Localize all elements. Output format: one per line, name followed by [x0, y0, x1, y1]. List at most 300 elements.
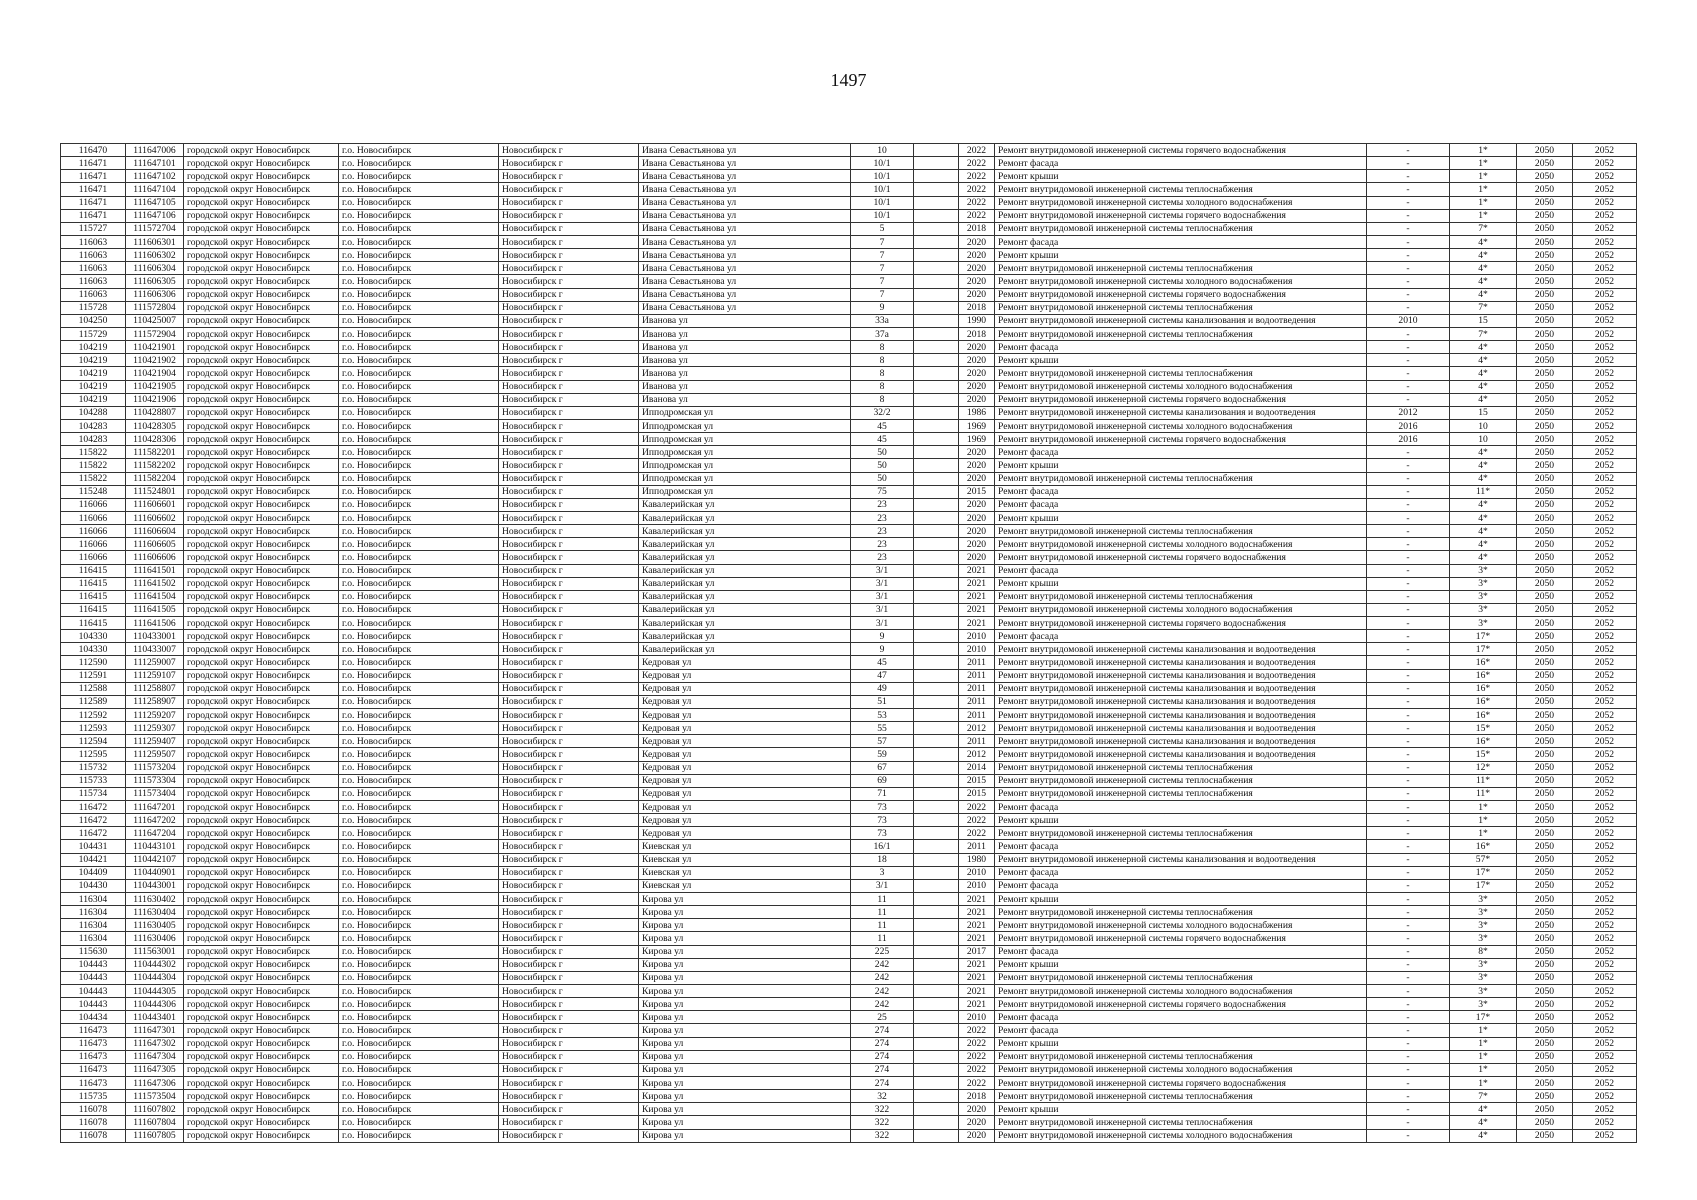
building-cell: [914, 170, 959, 183]
locality-cell: Новосибирск г: [499, 157, 639, 170]
year-built-cell: 2020: [959, 551, 995, 564]
street-cell: Ивана Севастьянова ул: [639, 222, 851, 235]
settlement-cell: г.о. Новосибирск: [339, 814, 499, 827]
house-id-cell: 104443: [61, 985, 126, 998]
last-repair-year-cell: -: [1367, 183, 1450, 196]
locality-cell: Новосибирск г: [499, 354, 639, 367]
work-id-cell: 111572704: [126, 222, 184, 235]
table-row: [61, 590, 1637, 603]
plan-start-cell: 2050: [1517, 393, 1573, 406]
plan-end-cell: 2052: [1573, 590, 1637, 603]
building-cell: [914, 235, 959, 248]
house-number-cell: 322: [851, 1129, 914, 1142]
work-id-cell: 111582202: [126, 459, 184, 472]
year-built-cell: 2012: [959, 748, 995, 761]
work-id-cell: 111606304: [126, 262, 184, 275]
house-id-cell: 104288: [61, 406, 126, 419]
table-row: [61, 380, 1637, 393]
plan-end-cell: 2052: [1573, 235, 1637, 248]
house-id-cell: 104330: [61, 643, 126, 656]
table-row: [61, 1076, 1637, 1089]
settlement-cell: г.о. Новосибирск: [339, 827, 499, 840]
work-type-cell: Ремонт крыши: [995, 958, 1367, 971]
work-id-cell: 110443101: [126, 840, 184, 853]
house-number-cell: 50: [851, 446, 914, 459]
street-cell: Кавалерийская ул: [639, 590, 851, 603]
plan-start-cell: 2050: [1517, 643, 1573, 656]
last-repair-year-cell: -: [1367, 459, 1450, 472]
locality-cell: Новосибирск г: [499, 695, 639, 708]
work-id-cell: 111259107: [126, 669, 184, 682]
street-cell: Ивана Севастьянова ул: [639, 157, 851, 170]
work-id-cell: 110444302: [126, 958, 184, 971]
settlement-cell: г.о. Новосибирск: [339, 301, 499, 314]
year-built-cell: 2020: [959, 472, 995, 485]
plan-start-cell: 2050: [1517, 1090, 1573, 1103]
work-id-cell: 111630402: [126, 893, 184, 906]
settlement-cell: г.о. Новосибирск: [339, 919, 499, 932]
house-id-cell: 115735: [61, 1090, 126, 1103]
house-id-cell: 116063: [61, 235, 126, 248]
last-repair-year-cell: -: [1367, 538, 1450, 551]
house-number-cell: 7: [851, 262, 914, 275]
last-repair-year-cell: -: [1367, 801, 1450, 814]
street-cell: Кирова ул: [639, 906, 851, 919]
building-cell: [914, 643, 959, 656]
house-number-cell: 3/1: [851, 603, 914, 616]
last-repair-year-cell: -: [1367, 551, 1450, 564]
municipality-cell: городской округ Новосибирск: [184, 985, 339, 998]
last-repair-year-cell: -: [1367, 498, 1450, 511]
year-built-cell: 2020: [959, 341, 995, 354]
building-cell: [914, 945, 959, 958]
settlement-cell: г.о. Новосибирск: [339, 1037, 499, 1050]
plan-start-cell: 2050: [1517, 761, 1573, 774]
street-cell: Ивана Севастьянова ул: [639, 262, 851, 275]
years-since-cell: 4*: [1450, 472, 1517, 485]
locality-cell: Новосибирск г: [499, 1063, 639, 1076]
street-cell: Кирова ул: [639, 985, 851, 998]
year-built-cell: 2020: [959, 235, 995, 248]
building-cell: [914, 446, 959, 459]
work-type-cell: Ремонт фасада: [995, 157, 1367, 170]
work-id-cell: 111573504: [126, 1090, 184, 1103]
table-row: [61, 419, 1637, 432]
years-since-cell: 10: [1450, 433, 1517, 446]
house-id-cell: 116304: [61, 893, 126, 906]
work-type-cell: Ремонт внутридомовой инженерной системы теплоснабжения: [995, 472, 1367, 485]
last-repair-year-cell: -: [1367, 1011, 1450, 1024]
house-id-cell: 104283: [61, 419, 126, 432]
plan-end-cell: 2052: [1573, 761, 1637, 774]
year-built-cell: 2021: [959, 590, 995, 603]
table-row: [61, 222, 1637, 235]
house-id-cell: 104443: [61, 971, 126, 984]
year-built-cell: 2021: [959, 564, 995, 577]
table-row: [61, 735, 1637, 748]
plan-start-cell: 2050: [1517, 525, 1573, 538]
settlement-cell: г.о. Новосибирск: [339, 682, 499, 695]
building-cell: [914, 958, 959, 971]
work-type-cell: Ремонт внутридомовой инженерной системы холодного водоснабжения: [995, 1063, 1367, 1076]
work-type-cell: Ремонт крыши: [995, 893, 1367, 906]
years-since-cell: 1*: [1450, 1063, 1517, 1076]
house-id-cell: 116066: [61, 538, 126, 551]
year-built-cell: 2022: [959, 196, 995, 209]
building-cell: [914, 577, 959, 590]
house-number-cell: 322: [851, 1116, 914, 1129]
locality-cell: Новосибирск г: [499, 998, 639, 1011]
settlement-cell: г.о. Новосибирск: [339, 262, 499, 275]
plan-end-cell: 2052: [1573, 301, 1637, 314]
work-id-cell: 110428305: [126, 419, 184, 432]
street-cell: Кедровая ул: [639, 761, 851, 774]
years-since-cell: 17*: [1450, 630, 1517, 643]
years-since-cell: 4*: [1450, 354, 1517, 367]
work-type-cell: Ремонт внутридомовой инженерной системы холодного водоснабжения: [995, 275, 1367, 288]
year-built-cell: 2020: [959, 249, 995, 262]
building-cell: [914, 222, 959, 235]
plan-end-cell: 2052: [1573, 1103, 1637, 1116]
municipality-cell: городской округ Новосибирск: [184, 419, 339, 432]
plan-end-cell: 2052: [1573, 906, 1637, 919]
settlement-cell: г.о. Новосибирск: [339, 695, 499, 708]
municipality-cell: городской округ Новосибирск: [184, 367, 339, 380]
plan-start-cell: 2050: [1517, 235, 1573, 248]
locality-cell: Новосибирск г: [499, 709, 639, 722]
years-since-cell: 4*: [1450, 525, 1517, 538]
settlement-cell: г.о. Новосибирск: [339, 774, 499, 787]
house-number-cell: 25: [851, 1011, 914, 1024]
work-id-cell: 110440901: [126, 866, 184, 879]
house-number-cell: 242: [851, 958, 914, 971]
years-since-cell: 4*: [1450, 551, 1517, 564]
street-cell: Иванова ул: [639, 367, 851, 380]
work-id-cell: 111606601: [126, 498, 184, 511]
plan-end-cell: 2052: [1573, 1076, 1637, 1089]
plan-end-cell: 2052: [1573, 354, 1637, 367]
street-cell: Кирова ул: [639, 971, 851, 984]
locality-cell: Новосибирск г: [499, 1011, 639, 1024]
house-number-cell: 50: [851, 459, 914, 472]
work-id-cell: 111606302: [126, 249, 184, 262]
year-built-cell: 2011: [959, 682, 995, 695]
municipality-cell: городской округ Новосибирск: [184, 144, 339, 157]
work-id-cell: 111582201: [126, 446, 184, 459]
house-number-cell: 50: [851, 472, 914, 485]
settlement-cell: г.о. Новосибирск: [339, 235, 499, 248]
years-since-cell: 4*: [1450, 341, 1517, 354]
settlement-cell: г.о. Новосибирск: [339, 314, 499, 327]
years-since-cell: 4*: [1450, 498, 1517, 511]
settlement-cell: г.о. Новосибирск: [339, 1063, 499, 1076]
last-repair-year-cell: -: [1367, 617, 1450, 630]
building-cell: [914, 695, 959, 708]
last-repair-year-cell: -: [1367, 971, 1450, 984]
house-number-cell: 5: [851, 222, 914, 235]
years-since-cell: 1*: [1450, 144, 1517, 157]
work-id-cell: 111647304: [126, 1050, 184, 1063]
municipality-cell: городской округ Новосибирск: [184, 288, 339, 301]
locality-cell: Новосибирск г: [499, 774, 639, 787]
house-id-cell: 112592: [61, 709, 126, 722]
house-id-cell: 116063: [61, 288, 126, 301]
work-type-cell: Ремонт внутридомовой инженерной системы канализования и водоотведения: [995, 709, 1367, 722]
work-type-cell: Ремонт фасада: [995, 1024, 1367, 1037]
street-cell: Кирова ул: [639, 919, 851, 932]
municipality-cell: городской округ Новосибирск: [184, 327, 339, 340]
settlement-cell: г.о. Новосибирск: [339, 209, 499, 222]
street-cell: Кедровая ул: [639, 722, 851, 735]
year-built-cell: 2018: [959, 301, 995, 314]
municipality-cell: городской округ Новосибирск: [184, 1037, 339, 1050]
municipality-cell: городской округ Новосибирск: [184, 971, 339, 984]
municipality-cell: городской округ Новосибирск: [184, 1011, 339, 1024]
settlement-cell: г.о. Новосибирск: [339, 538, 499, 551]
year-built-cell: 2020: [959, 459, 995, 472]
house-number-cell: 45: [851, 433, 914, 446]
building-cell: [914, 617, 959, 630]
locality-cell: Новосибирск г: [499, 814, 639, 827]
settlement-cell: г.о. Новосибирск: [339, 393, 499, 406]
house-number-cell: 73: [851, 814, 914, 827]
plan-end-cell: 2052: [1573, 998, 1637, 1011]
municipality-cell: городской округ Новосибирск: [184, 577, 339, 590]
table-row: [61, 170, 1637, 183]
house-id-cell: 116471: [61, 157, 126, 170]
street-cell: Кирова ул: [639, 1011, 851, 1024]
year-built-cell: 1980: [959, 853, 995, 866]
building-cell: [914, 144, 959, 157]
work-type-cell: Ремонт внутридомовой инженерной системы горячего водоснабжения: [995, 998, 1367, 1011]
house-number-cell: 23: [851, 551, 914, 564]
work-type-cell: Ремонт крыши: [995, 170, 1367, 183]
street-cell: Иванова ул: [639, 393, 851, 406]
year-built-cell: 2011: [959, 695, 995, 708]
settlement-cell: г.о. Новосибирск: [339, 709, 499, 722]
plan-end-cell: 2052: [1573, 1050, 1637, 1063]
work-type-cell: Ремонт внутридомовой инженерной системы горячего водоснабжения: [995, 617, 1367, 630]
street-cell: Кедровая ул: [639, 827, 851, 840]
table-row: [61, 840, 1637, 853]
year-built-cell: 2022: [959, 1076, 995, 1089]
street-cell: Кедровая ул: [639, 748, 851, 761]
year-built-cell: 2011: [959, 735, 995, 748]
house-number-cell: 69: [851, 774, 914, 787]
last-repair-year-cell: -: [1367, 774, 1450, 787]
plan-end-cell: 2052: [1573, 814, 1637, 827]
plan-end-cell: 2052: [1573, 853, 1637, 866]
plan-end-cell: 2052: [1573, 314, 1637, 327]
house-id-cell: 116470: [61, 144, 126, 157]
municipality-cell: городской округ Новосибирск: [184, 314, 339, 327]
plan-end-cell: 2052: [1573, 538, 1637, 551]
work-type-cell: Ремонт внутридомовой инженерной системы теплоснабжения: [995, 222, 1367, 235]
work-id-cell: 111606301: [126, 235, 184, 248]
plan-start-cell: 2050: [1517, 879, 1573, 892]
year-built-cell: 2020: [959, 498, 995, 511]
year-built-cell: 2011: [959, 669, 995, 682]
year-built-cell: 2021: [959, 998, 995, 1011]
year-built-cell: 2020: [959, 446, 995, 459]
settlement-cell: г.о. Новосибирск: [339, 801, 499, 814]
plan-end-cell: 2052: [1573, 1129, 1637, 1142]
table-row: [61, 814, 1637, 827]
plan-end-cell: 2052: [1573, 985, 1637, 998]
last-repair-year-cell: -: [1367, 840, 1450, 853]
work-id-cell: 111606306: [126, 288, 184, 301]
building-cell: [914, 866, 959, 879]
work-id-cell: 111606602: [126, 511, 184, 524]
municipality-cell: городской округ Новосибирск: [184, 853, 339, 866]
municipality-cell: городской округ Новосибирск: [184, 485, 339, 498]
plan-end-cell: 2052: [1573, 498, 1637, 511]
settlement-cell: г.о. Новосибирск: [339, 183, 499, 196]
building-cell: [914, 262, 959, 275]
years-since-cell: 4*: [1450, 538, 1517, 551]
work-id-cell: 110433001: [126, 630, 184, 643]
locality-cell: Новосибирск г: [499, 682, 639, 695]
settlement-cell: г.о. Новосибирск: [339, 564, 499, 577]
plan-start-cell: 2050: [1517, 446, 1573, 459]
municipality-cell: городской округ Новосибирск: [184, 1024, 339, 1037]
house-id-cell: 104443: [61, 958, 126, 971]
last-repair-year-cell: 2012: [1367, 406, 1450, 419]
work-type-cell: Ремонт внутридомовой инженерной системы канализования и водоотведения: [995, 314, 1367, 327]
work-type-cell: Ремонт внутридомовой инженерной системы теплоснабжения: [995, 971, 1367, 984]
street-cell: Кирова ул: [639, 932, 851, 945]
house-id-cell: 116471: [61, 183, 126, 196]
years-since-cell: 1*: [1450, 801, 1517, 814]
year-built-cell: 2022: [959, 801, 995, 814]
street-cell: Кавалерийская ул: [639, 617, 851, 630]
last-repair-year-cell: -: [1367, 222, 1450, 235]
house-number-cell: 225: [851, 945, 914, 958]
building-cell: [914, 761, 959, 774]
table-row: [61, 630, 1637, 643]
years-since-cell: 15: [1450, 406, 1517, 419]
work-type-cell: Ремонт внутридомовой инженерной системы теплоснабжения: [995, 262, 1367, 275]
table-row: [61, 485, 1637, 498]
street-cell: Кавалерийская ул: [639, 577, 851, 590]
year-built-cell: 2010: [959, 879, 995, 892]
building-cell: [914, 485, 959, 498]
year-built-cell: 2022: [959, 183, 995, 196]
table-row: [61, 525, 1637, 538]
house-id-cell: 116473: [61, 1024, 126, 1037]
municipality-cell: городской округ Новосибирск: [184, 840, 339, 853]
house-id-cell: 115630: [61, 945, 126, 958]
locality-cell: Новосибирск г: [499, 1037, 639, 1050]
house-id-cell: 116415: [61, 603, 126, 616]
settlement-cell: г.о. Новосибирск: [339, 222, 499, 235]
house-number-cell: 322: [851, 1103, 914, 1116]
plan-end-cell: 2052: [1573, 419, 1637, 432]
years-since-cell: 7*: [1450, 327, 1517, 340]
table-row: [61, 275, 1637, 288]
plan-end-cell: 2052: [1573, 643, 1637, 656]
plan-end-cell: 2052: [1573, 1011, 1637, 1024]
house-number-cell: 7: [851, 249, 914, 262]
locality-cell: Новосибирск г: [499, 945, 639, 958]
last-repair-year-cell: 2010: [1367, 314, 1450, 327]
house-number-cell: 73: [851, 827, 914, 840]
last-repair-year-cell: -: [1367, 853, 1450, 866]
settlement-cell: г.о. Новосибирск: [339, 1011, 499, 1024]
house-id-cell: 116473: [61, 1037, 126, 1050]
year-built-cell: 2017: [959, 945, 995, 958]
house-id-cell: 116304: [61, 919, 126, 932]
year-built-cell: 2018: [959, 222, 995, 235]
years-since-cell: 4*: [1450, 511, 1517, 524]
house-id-cell: 116066: [61, 551, 126, 564]
house-number-cell: 51: [851, 695, 914, 708]
house-id-cell: 116472: [61, 814, 126, 827]
house-id-cell: 104431: [61, 840, 126, 853]
work-type-cell: Ремонт внутридомовой инженерной системы горячего водоснабжения: [995, 209, 1367, 222]
plan-start-cell: 2050: [1517, 1076, 1573, 1089]
plan-end-cell: 2052: [1573, 196, 1637, 209]
work-type-cell: Ремонт внутридомовой инженерной системы теплоснабжения: [995, 787, 1367, 800]
municipality-cell: городской округ Новосибирск: [184, 1129, 339, 1142]
table-row: [61, 853, 1637, 866]
plan-end-cell: 2052: [1573, 722, 1637, 735]
settlement-cell: г.о. Новосибирск: [339, 459, 499, 472]
plan-start-cell: 2050: [1517, 1024, 1573, 1037]
plan-start-cell: 2050: [1517, 459, 1573, 472]
year-built-cell: 2020: [959, 1129, 995, 1142]
street-cell: Кедровая ул: [639, 801, 851, 814]
street-cell: Кедровая ул: [639, 735, 851, 748]
work-type-cell: Ремонт внутридомовой инженерной системы теплоснабжения: [995, 761, 1367, 774]
years-since-cell: 16*: [1450, 695, 1517, 708]
building-cell: [914, 1024, 959, 1037]
year-built-cell: 2020: [959, 367, 995, 380]
last-repair-year-cell: -: [1367, 380, 1450, 393]
years-since-cell: 11*: [1450, 774, 1517, 787]
municipality-cell: городской округ Новосибирск: [184, 709, 339, 722]
municipality-cell: городской округ Новосибирск: [184, 774, 339, 787]
table-row: [61, 446, 1637, 459]
house-id-cell: 104430: [61, 879, 126, 892]
plan-start-cell: 2050: [1517, 1103, 1573, 1116]
work-id-cell: 111524801: [126, 485, 184, 498]
house-number-cell: 242: [851, 998, 914, 1011]
house-id-cell: 115248: [61, 485, 126, 498]
years-since-cell: 1*: [1450, 1024, 1517, 1037]
plan-start-cell: 2050: [1517, 183, 1573, 196]
street-cell: Кирова ул: [639, 1090, 851, 1103]
work-id-cell: 110442107: [126, 853, 184, 866]
plan-end-cell: 2052: [1573, 288, 1637, 301]
house-number-cell: 73: [851, 801, 914, 814]
work-id-cell: 111641506: [126, 617, 184, 630]
year-built-cell: 2010: [959, 643, 995, 656]
locality-cell: Новосибирск г: [499, 275, 639, 288]
locality-cell: Новосибирск г: [499, 971, 639, 984]
plan-start-cell: 2050: [1517, 485, 1573, 498]
work-type-cell: Ремонт внутридомовой инженерной системы канализования и водоотведения: [995, 735, 1367, 748]
locality-cell: Новосибирск г: [499, 235, 639, 248]
table-row: [61, 709, 1637, 722]
municipality-cell: городской округ Новосибирск: [184, 748, 339, 761]
work-id-cell: 111259207: [126, 709, 184, 722]
plan-start-cell: 2050: [1517, 327, 1573, 340]
years-since-cell: 4*: [1450, 393, 1517, 406]
year-built-cell: 2022: [959, 1050, 995, 1063]
building-cell: [914, 275, 959, 288]
locality-cell: Новосибирск г: [499, 301, 639, 314]
